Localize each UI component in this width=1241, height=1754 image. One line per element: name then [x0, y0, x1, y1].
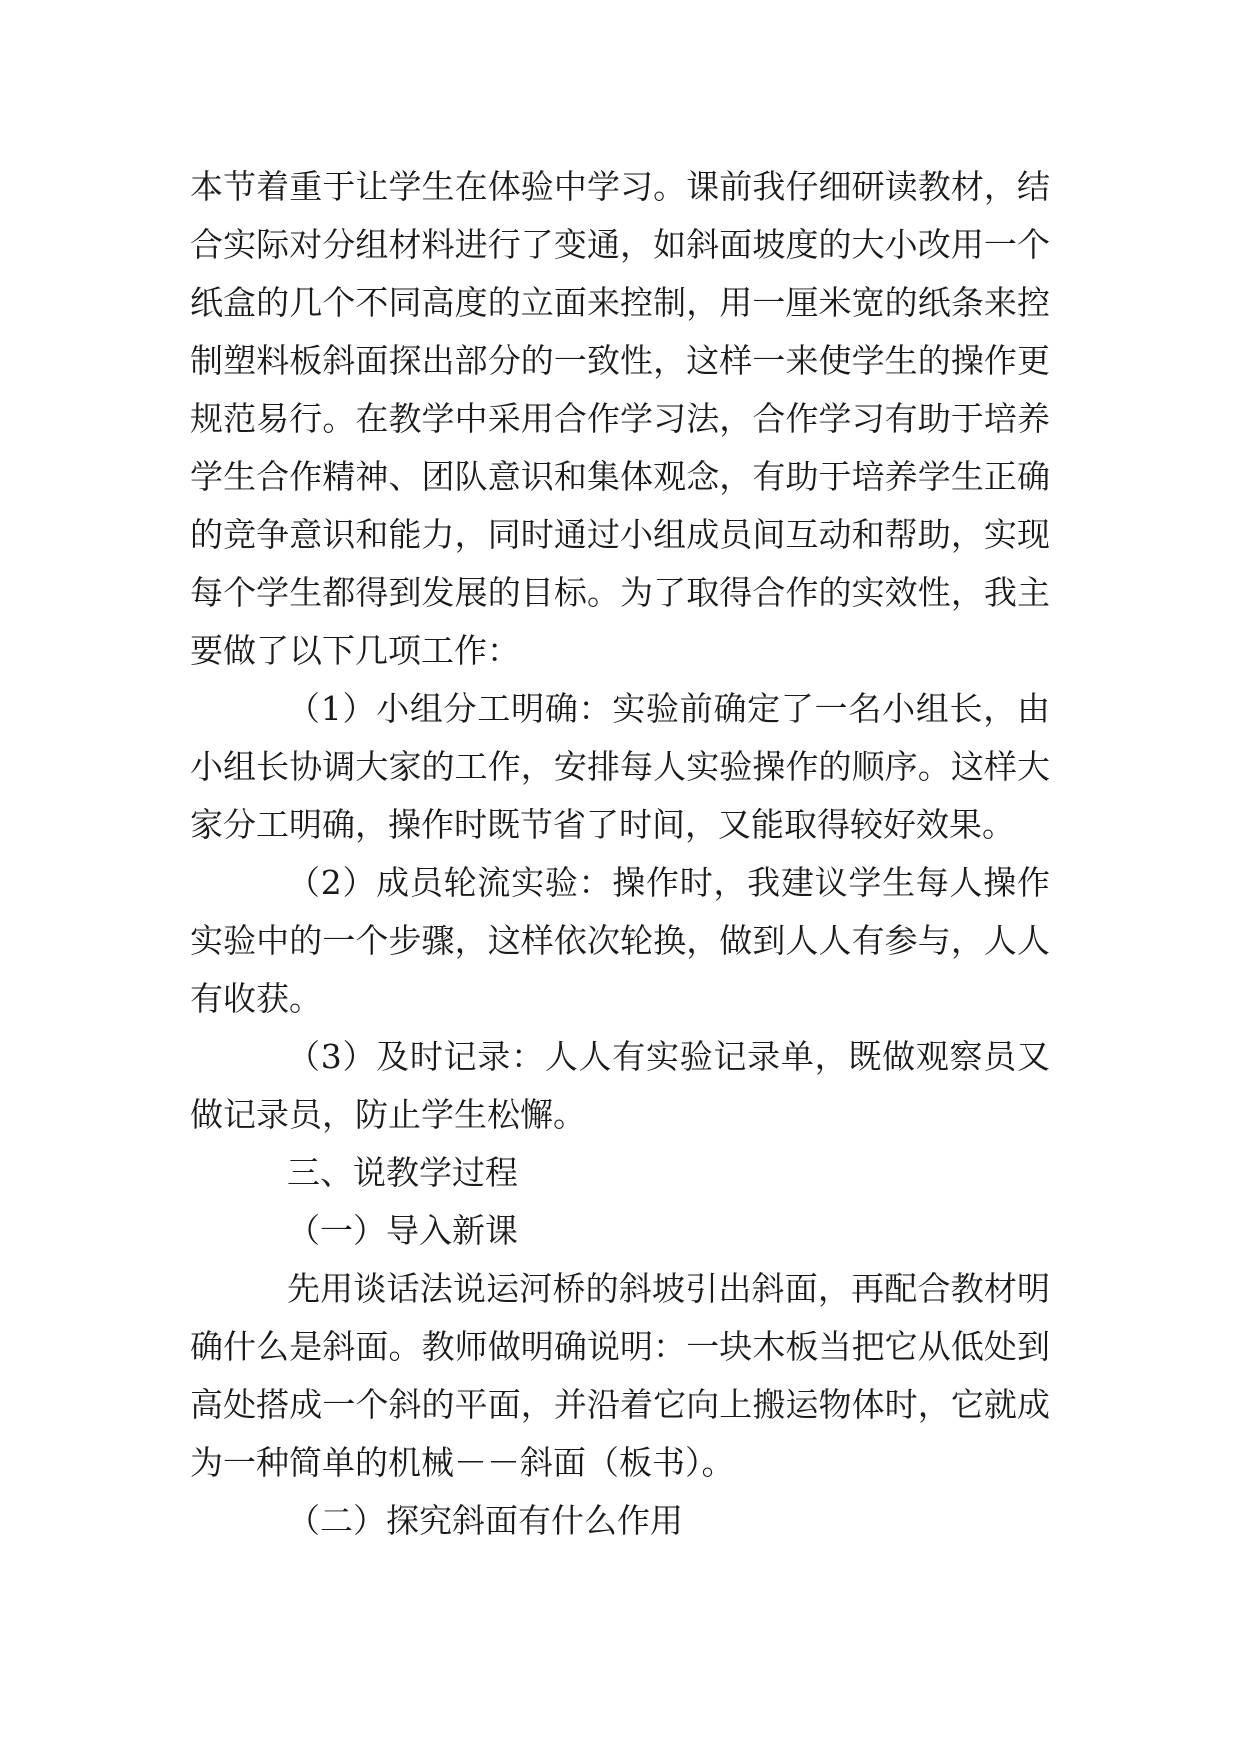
list-item-2-line: （2）成员轮流实验：操作时，我建议学生每人操作 — [287, 863, 1050, 902]
text-line: 确什么是斜面。教师做明确说明：一块木板当把它从低处到 — [190, 1327, 1050, 1366]
text-line: 纸盒的几个不同高度的立面来控制，用一厘米宽的纸条来控 — [190, 283, 1050, 322]
list-item-3-line: （3）及时记录：人人有实验记录单，既做观察员又 — [287, 1037, 1050, 1076]
list-item-1-line: （1）小组分工明确：实验前确定了一名小组长，由 — [287, 689, 1050, 728]
text-line: 先用谈话法说运河桥的斜坡引出斜面，再配合教材明 — [287, 1269, 1050, 1308]
text-line: 要做了以下几项工作： — [190, 631, 520, 670]
text-line: 学生合作精神、团队意识和集体观念，有助于培养学生正确 — [190, 457, 1050, 496]
text-line: 制塑料板斜面探出部分的一致性，这样一来使学生的操作更 — [190, 341, 1050, 380]
text-line: 实验中的一个步骤，这样依次轮换，做到人人有参与，人人 — [190, 921, 1050, 960]
subsection-heading: （二）探究斜面有什么作用 — [287, 1501, 683, 1540]
text-line: 为一种简单的机械－－斜面（板书）。 — [190, 1443, 735, 1482]
text-line: 的竞争意识和能力，同时通过小组成员间互动和帮助，实现 — [190, 515, 1050, 554]
text-line: 小组长协调大家的工作，安排每人实验操作的顺序。这样大 — [190, 747, 1050, 786]
text-line: 有收获。 — [190, 979, 322, 1018]
text-line: 规范易行。在教学中采用合作学习法，合作学习有助于培养 — [190, 399, 1050, 438]
text-line: 本节着重于让学生在体验中学习。课前我仔细研读教材，结 — [190, 167, 1050, 206]
section-heading: 三、说教学过程 — [287, 1153, 518, 1192]
text-line: 每个学生都得到发展的目标。为了取得合作的实效性，我主 — [190, 573, 1050, 612]
text-line: 合实际对分组材料进行了变通，如斜面坡度的大小改用一个 — [190, 225, 1050, 264]
subsection-heading: （一）导入新课 — [287, 1211, 518, 1250]
text-line: 家分工明确，操作时既节省了时间，又能取得较好效果。 — [190, 805, 1015, 844]
document-page — [190, 158, 1050, 1550]
text-line: 做记录员，防止学生松懈。 — [190, 1095, 586, 1134]
text-line: 高处搭成一个斜的平面，并沿着它向上搬运物体时，它就成 — [190, 1385, 1050, 1424]
